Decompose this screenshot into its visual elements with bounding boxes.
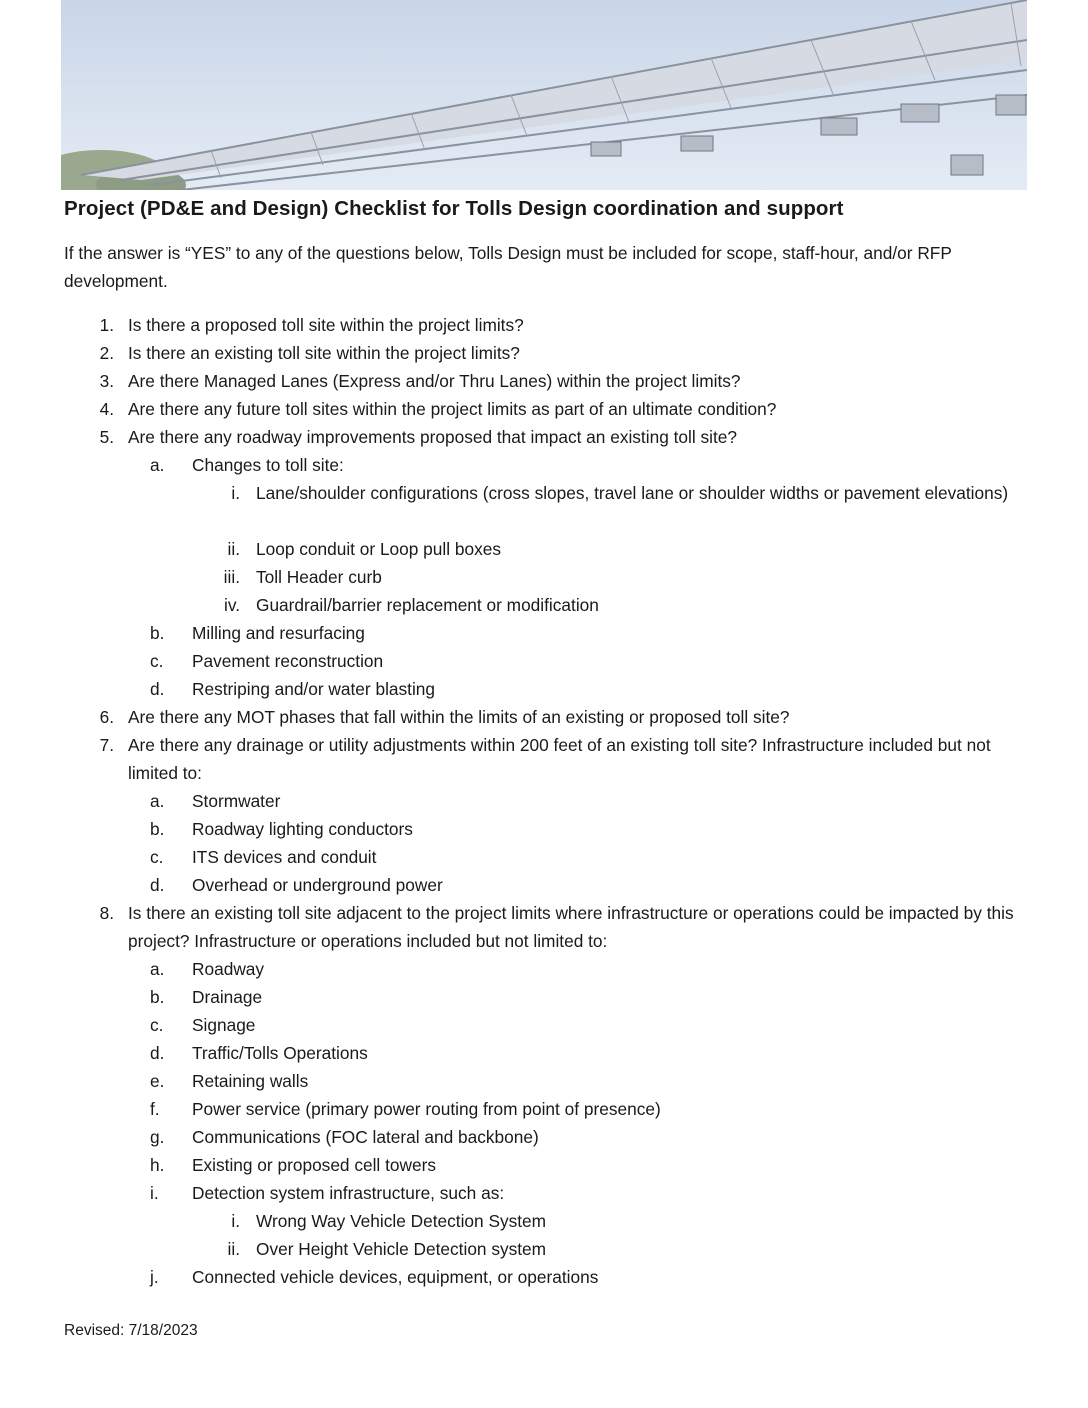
list-marker: b. (150, 819, 165, 839)
list-marker: e. (150, 1071, 165, 1091)
list-item (0, 843, 1088, 871)
list-item-text: Pavement reconstruction (192, 651, 384, 671)
list-marker: b. (150, 987, 165, 1007)
list-item-text: Wrong Way Vehicle Detection System (256, 1211, 547, 1231)
list-item (0, 1011, 1088, 1039)
list-marker: ii. (227, 539, 240, 559)
list-marker: 6. (99, 707, 114, 727)
list-item (0, 1067, 1088, 1095)
list-item (0, 1235, 1088, 1263)
list-marker: ii. (227, 1239, 240, 1259)
toll-gantry-photo (61, 0, 1027, 190)
list-item-text: Guardrail/barrier replacement or modification (256, 595, 599, 615)
page-title: Project (PD&E and Design) Checklist for Tolls Design coordination and support (64, 197, 844, 220)
list-item (0, 815, 1088, 843)
list-item-text: Are there any roadway improvements proposed that impact an existing toll site? (128, 427, 737, 447)
list-marker: 2. (99, 343, 114, 363)
list-item (0, 1207, 1088, 1235)
list-marker: d. (150, 679, 165, 699)
checklist (0, 311, 1088, 1291)
list-item-text: Is there a proposed toll site within the project limits? (128, 315, 524, 335)
list-marker: j. (150, 1267, 159, 1287)
list-marker: d. (150, 1043, 165, 1063)
list-marker: g. (150, 1127, 165, 1147)
list-item (0, 451, 1088, 479)
list-item-text: Loop conduit or Loop pull boxes (256, 539, 502, 559)
list-marker: d. (150, 875, 165, 895)
list-item-text: Is there an existing toll site within the project limits? (128, 343, 520, 363)
list-item-text: Drainage (192, 987, 263, 1007)
list-marker: c. (150, 651, 164, 671)
list-item-text: Restriping and/or water blasting (192, 679, 436, 699)
list-item-text: Over Height Vehicle Detection system (256, 1239, 547, 1259)
list-item (0, 647, 1088, 675)
list-item (0, 619, 1088, 647)
list-item-text: Milling and resurfacing (192, 623, 365, 643)
list-item (0, 1123, 1088, 1151)
list-item-text: Are there any future toll sites within the project limits as part of an ultimate condition? (128, 399, 777, 419)
list-item (0, 1263, 1088, 1291)
list-marker: 3. (99, 371, 114, 391)
list-marker: i. (150, 1183, 159, 1203)
list-item-text: Lane/shoulder configurations (cross slopes, travel lane or shoulder widths or pavement elevations) (256, 483, 1009, 503)
list-item (0, 675, 1088, 703)
list-marker: a. (150, 455, 165, 475)
list-marker: a. (150, 791, 165, 811)
list-item-text: Is there an existing toll site adjacent to the project limits where infrastructure or operations could be impacted by this project? Infrastructure or operations included but not limited to: (128, 903, 1014, 951)
list-marker: i. (231, 1211, 240, 1231)
list-item-text: Toll Header curb (256, 567, 382, 587)
list-item-text: Roadway lighting conductors (192, 819, 413, 839)
list-item (0, 1179, 1088, 1207)
list-item-text: Traffic/Tolls Operations (192, 1043, 368, 1063)
list-item (0, 563, 1088, 591)
list-item (0, 339, 1088, 367)
list-item-text: Connected vehicle devices, equipment, or operations (192, 1267, 599, 1287)
list-item (0, 955, 1088, 983)
list-marker: iv. (224, 595, 240, 615)
list-item-text: Changes to toll site: (192, 455, 344, 475)
list-marker: 7. (99, 735, 114, 755)
list-item (0, 787, 1088, 815)
list-item-text: ITS devices and conduit (192, 847, 377, 867)
list-item (0, 1039, 1088, 1067)
list-marker: 5. (99, 427, 114, 447)
list-item (0, 367, 1088, 395)
list-marker: 4. (99, 399, 114, 419)
list-item (0, 1095, 1088, 1123)
list-item (0, 423, 1088, 451)
list-item-text: Signage (192, 1015, 256, 1035)
list-item (0, 591, 1088, 619)
list-marker: h. (150, 1155, 165, 1175)
list-item (0, 871, 1088, 899)
list-item (0, 703, 1088, 731)
list-marker: c. (150, 847, 164, 867)
list-item-text: Stormwater (192, 791, 281, 811)
list-item (0, 731, 1088, 787)
list-item-text: Are there Managed Lanes (Express and/or Thru Lanes) within the project limits? (128, 371, 741, 391)
list-item-text: Are there any MOT phases that fall within the limits of an existing or proposed toll site? (128, 707, 790, 727)
list-item (0, 899, 1088, 955)
list-item (0, 479, 1088, 535)
list-marker: 1. (99, 315, 114, 335)
list-item (0, 983, 1088, 1011)
revised-date: Revised: 7/18/2023 (64, 1322, 198, 1339)
list-item (0, 535, 1088, 563)
list-item-text: Existing or proposed cell towers (192, 1155, 436, 1175)
list-item-text: Roadway (192, 959, 265, 979)
list-marker: i. (231, 483, 240, 503)
list-marker: a. (150, 959, 165, 979)
list-marker: c. (150, 1015, 164, 1035)
list-item-text: Retaining walls (192, 1071, 309, 1091)
list-item-text: Communications (FOC lateral and backbone) (192, 1127, 539, 1147)
list-item-text: Power service (primary power routing from point of presence) (192, 1099, 661, 1119)
list-item (0, 1151, 1088, 1179)
list-item-text: Are there any drainage or utility adjustments within 200 feet of an existing toll site? Infrastructure included but not limited to: (128, 735, 991, 783)
list-item (0, 311, 1088, 339)
list-item-text: Detection system infrastructure, such as: (192, 1183, 505, 1203)
list-marker: b. (150, 623, 165, 643)
list-item-text: Overhead or underground power (192, 875, 443, 895)
list-marker: f. (150, 1099, 160, 1119)
list-marker: iii. (223, 567, 240, 587)
list-item (0, 395, 1088, 423)
list-marker: 8. (99, 903, 114, 923)
intro-paragraph: If the answer is “YES” to any of the questions below, Tolls Design must be included for scope, staff-hour, and/or RFP development. (64, 243, 952, 291)
